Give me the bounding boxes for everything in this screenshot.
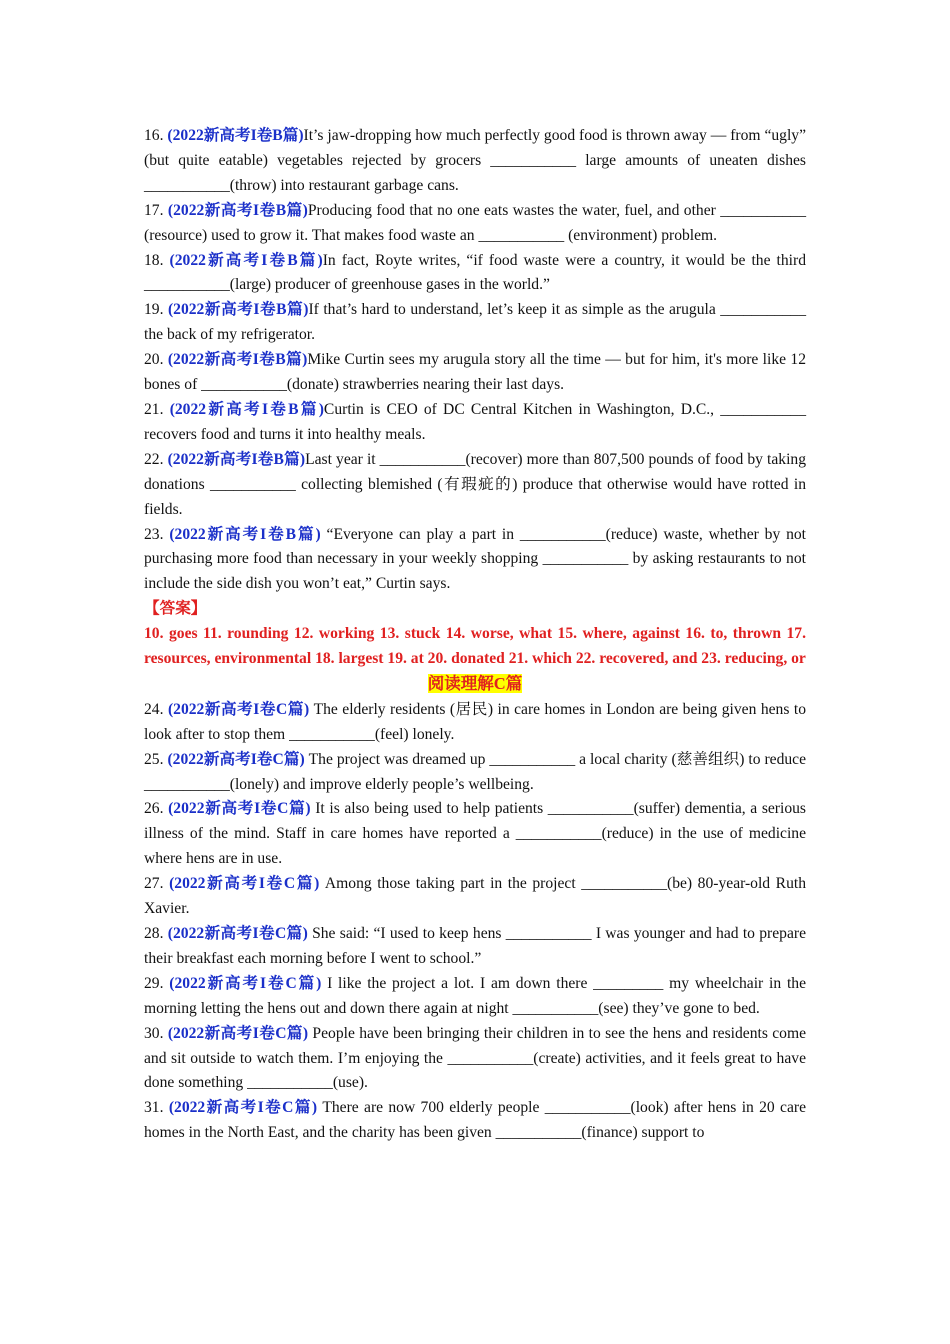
question-text: She said: “I used to keep hens ___________ I was younger and had to prepare their breakfast each morning before I went to school.” [144, 925, 806, 967]
question-text: Producing food that no one eats wastes the water, fuel, and other ___________ (resource) used to grow it. That makes food waste an ___________ (environment) problem. [144, 201, 806, 244]
question-number: 30. [144, 1024, 164, 1042]
question-29 [144, 972, 806, 1022]
question-source-tag: (2022新高考I卷C篇) [167, 750, 305, 768]
question-number: 20. [144, 351, 164, 369]
question-source-tag: (2022新高考I卷C篇) [167, 1024, 309, 1042]
question-source-tag: (2022新高考I卷B篇) [167, 127, 304, 144]
question-text: Among those taking part in the project ___________(be) 80-year-old Ruth Xavier. [144, 875, 807, 918]
question-source-tag: (2022新高考I卷B篇) [167, 450, 306, 468]
question-25 [144, 748, 806, 798]
question-number: 25. [144, 750, 164, 768]
question-number: 27. [144, 875, 164, 893]
answer-key: 10. goes 11. rounding 12. working 13. stuck 14. worse, what 15. where, against 16. to, thrown 17. resources, environmental 18. largest 19. at 20. donated 21. which 22. recovered, and 23. reducing, or [144, 625, 806, 668]
question-number: 29. [144, 974, 164, 992]
question-28 [144, 922, 806, 972]
question-list-c [144, 698, 806, 1146]
question-text: In fact, Royte writes, “if food waste were a country, it would be the third ___________(large) producer of greenhouse gases in the world.” [144, 251, 807, 294]
question-list-b [144, 124, 806, 597]
question-source-tag: (2022新高考I卷B篇) [169, 400, 324, 418]
question-source-tag: (2022新高考I卷C篇) [169, 875, 320, 893]
question-30 [144, 1022, 806, 1097]
question-number: 18. [144, 251, 164, 269]
question-text: “Everyone can play a part in ___________(reduce) waste, whether by not purchasing more food than necessary in your weekly shopping ___________ by asking restaurants to not include the side dish you won’t eat,” Curtin says. [144, 525, 806, 593]
question-text: Curtin is CEO of DC Central Kitchen in Washington, D.C., ___________ recovers food and turns it into healthy meals. [144, 400, 806, 443]
question-number: 21. [144, 400, 164, 418]
answer-label: 【答案】 [144, 600, 207, 618]
question-23 [144, 523, 806, 598]
question-source-tag: (2022新高考I卷B篇) [169, 525, 321, 543]
question-number: 17. [144, 201, 164, 219]
question-text: I like the project a lot. I am down there _________ my wheelchair in the morning letting the hens out and down there again at night ___________(see) they’ve gone to bed. [144, 974, 807, 1017]
document-page [144, 124, 806, 1146]
question-text: There are now 700 elderly people ___________(look) after hens in 20 care homes in the North East, and the charity has been given ___________(finance) support to [144, 1099, 806, 1142]
question-24 [144, 698, 806, 748]
question-18 [144, 249, 806, 299]
question-number: 28. [144, 925, 164, 942]
question-source-tag: (2022新高考I卷C篇) [167, 925, 308, 942]
question-number: 19. [144, 301, 164, 319]
question-text: It is also being used to help patients ___________(suffer) dementia, a serious illness of the mind. Staff in care homes have reported a ___________(reduce) in the use of medicine where hens are in use. [144, 800, 806, 868]
question-source-tag: (2022新高考I卷B篇) [167, 351, 308, 369]
question-text: If that’s hard to understand, let’s keep it as simple as the arugula ___________ the back of my refrigerator. [144, 301, 806, 344]
question-source-tag: (2022新高考I卷B篇) [167, 201, 308, 219]
question-17 [144, 199, 806, 249]
question-text: People have been bringing their children in to see the hens and residents come and sit outside to watch them. I’m enjoying the ___________(create) activities, and it feels great to have done something ___________(use). [144, 1024, 806, 1092]
question-source-tag: (2022新高考I卷C篇) [169, 974, 322, 992]
question-source-tag: (2022新高考I卷B篇) [169, 251, 323, 269]
question-number: 31. [144, 1099, 164, 1117]
question-text: Mike Curtin sees my arugula story all the time — but for him, it's more like 12 bones of ___________(donate) strawberries nearing their last days. [144, 351, 806, 394]
question-27 [144, 872, 806, 922]
question-text: Last year it ___________(recover) more than 807,500 pounds of food by taking donations ___________ collecting blemished (有瑕疵的) produce that otherwise would have rotted in fields. [144, 450, 807, 518]
question-source-tag: (2022新高考I卷C篇) [167, 700, 310, 718]
question-21 [144, 398, 806, 448]
question-19 [144, 298, 806, 348]
section-heading [144, 672, 806, 698]
question-22 [144, 448, 806, 523]
question-26 [144, 797, 806, 872]
question-31 [144, 1096, 806, 1146]
question-text: It’s jaw-dropping how much perfectly good food is thrown away — from “ugly” (but quite eatable) vegetables rejected by grocers ___________ large amounts of uneaten dishes ___________(throw) into restaurant garbage cans. [144, 127, 807, 194]
question-source-tag: (2022新高考I卷C篇) [168, 1099, 318, 1117]
question-number: 23. [144, 525, 164, 543]
question-source-tag: (2022新高考I卷C篇) [168, 800, 311, 818]
section-title: 阅读理解C篇 [427, 673, 523, 693]
question-source-tag: (2022新高考I卷B篇) [167, 301, 309, 319]
question-20 [144, 348, 806, 398]
question-number: 16. [144, 127, 164, 144]
question-number: 26. [144, 800, 164, 818]
question-text: The project was dreamed up ___________ a local charity (慈善组织) to reduce ___________(lonely) and improve elderly people’s wellbeing. [144, 750, 807, 793]
question-text: The elderly residents (居民) in care homes in London are being given hens to look after to stop them ___________(feel) lonely. [144, 700, 806, 743]
question-number: 24. [144, 700, 164, 718]
question-16 [144, 124, 806, 199]
question-number: 22. [144, 450, 164, 468]
